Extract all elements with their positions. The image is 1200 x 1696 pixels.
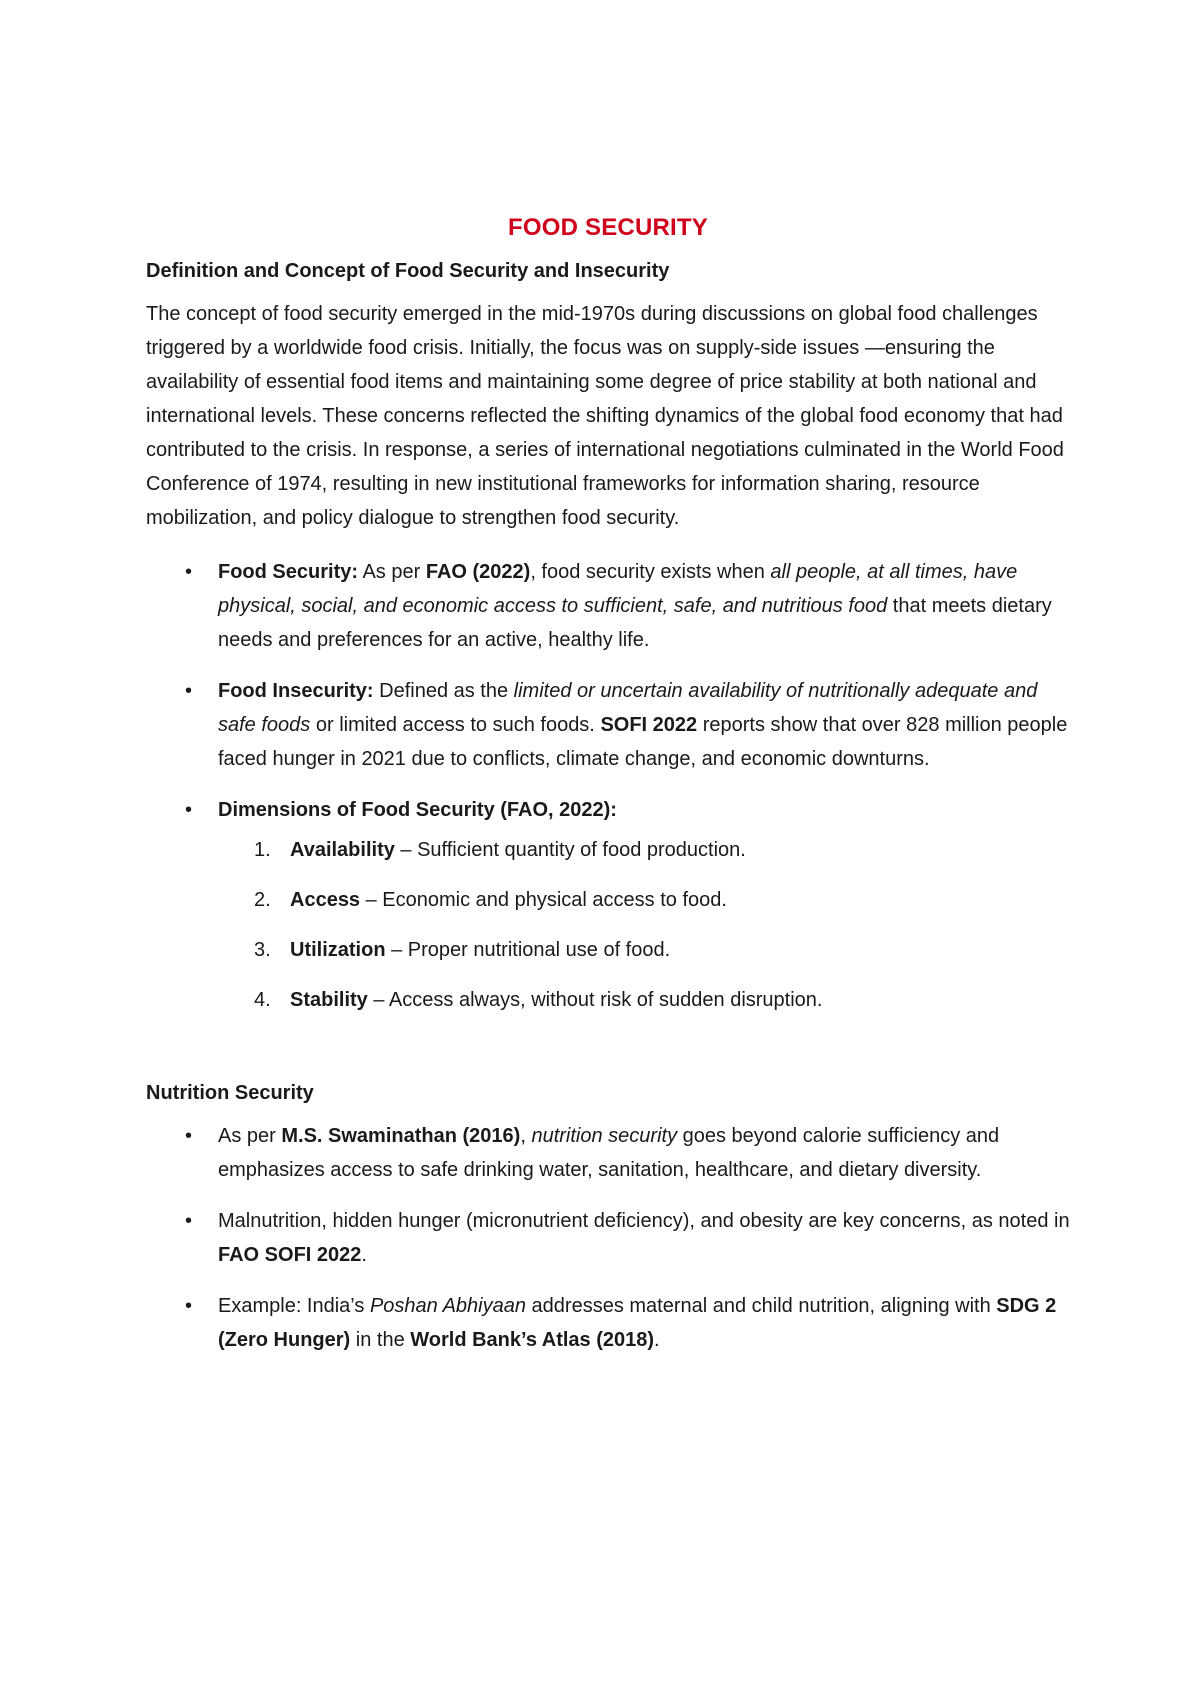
section-heading-nutrition: Nutrition Security: [146, 1082, 314, 1104]
text-run: reports show that over 828 million people faced hunger in 2021 due to conflicts, climate change, and economic downturns.: [218, 714, 1068, 770]
list-item: [185, 1289, 1070, 1357]
dimension-desc: – Proper nutritional use of food.: [385, 939, 671, 961]
dimension-term: Utilization: [290, 939, 386, 961]
item-number: 3.: [254, 939, 271, 961]
bullet-icon: •: [185, 1210, 193, 1232]
text-run: addresses maternal and child nutrition, aligning with: [525, 1295, 997, 1317]
program-italic: Poshan Abhiyaan: [369, 1295, 526, 1317]
list-item: [185, 1119, 1070, 1187]
text-run: .: [361, 1244, 367, 1266]
definition-italic: limited or uncertain availability of nutritionally adequate and safe foods: [218, 680, 1038, 736]
text-run: , food security exists when: [530, 561, 771, 583]
list-item: [185, 793, 1070, 1017]
spacer: [146, 1034, 1070, 1082]
text-run: Example: India’s: [218, 1295, 370, 1317]
text-run: goes beyond calorie sufficiency and emphasizes access to safe drinking water, sanitation, healthcare, and dietary diversity.: [218, 1125, 1000, 1181]
dimension-desc: – Sufficient quantity of food production.: [394, 839, 746, 861]
bullet-icon: •: [185, 1295, 193, 1317]
document-title: FOOD SECURITY: [508, 214, 708, 241]
bullet-icon: •: [185, 799, 193, 821]
citation: SOFI 2022: [600, 714, 698, 736]
dimensions-list: [218, 827, 1070, 1017]
text-run: or limited access to such foods.: [310, 714, 601, 736]
dimension-term: Stability: [290, 989, 368, 1011]
citation: World Bank’s Atlas (2018): [410, 1329, 655, 1351]
section-heading-definition: Definition and Concept of Food Security and Insecurity: [146, 260, 670, 282]
citation: SDG 2 (Zero Hunger): [218, 1295, 1057, 1351]
citation: FAO SOFI 2022: [218, 1244, 362, 1266]
citation: FAO (2022): [425, 561, 531, 583]
bullet-label: Dimensions of Food Security (FAO, 2022):: [218, 799, 617, 821]
intro-paragraph: The concept of food security emerged in the mid-1970s during discussions on global food challenges triggered by a worldwide food crisis. Initially, the focus was on supply-side issues —ensuring the availability of essential food items and maintaining some degree of price stability at both national and international levels. These concerns reflected the shifting dynamics of the global food economy that had contributed to the crisis. In response, a series of international negotiations culminated in the World Food Conference of 1974, resulting in new institutional frameworks for information sharing, resource mobilization, and policy dialogue to strengthen food security.: [146, 303, 1064, 529]
bullet-label: Food Insecurity:: [218, 680, 374, 702]
dimension-item: [254, 883, 1070, 917]
item-number: 4.: [254, 989, 271, 1011]
text-run: As per: [218, 1125, 282, 1147]
text-run: .: [654, 1329, 660, 1351]
dimension-term: Access: [290, 889, 361, 911]
term-italic: nutrition security: [531, 1125, 678, 1147]
text-run: ,: [520, 1125, 532, 1147]
item-number: 1.: [254, 839, 271, 861]
item-number: 2.: [254, 889, 271, 911]
text-run: As per: [358, 561, 426, 583]
dimension-term: Availability: [290, 839, 395, 861]
dimension-desc: – Access always, without risk of sudden disruption.: [367, 989, 823, 1011]
list-item: [185, 674, 1070, 776]
dimension-desc: – Economic and physical access to food.: [360, 889, 727, 911]
text-run: Malnutrition, hidden hunger (micronutrient deficiency), and obesity are key concerns, as noted in: [218, 1210, 1070, 1232]
citation: M.S. Swaminathan (2016): [281, 1125, 521, 1147]
bullet-label: Food Security:: [218, 561, 359, 583]
list-item: [185, 555, 1070, 657]
text-run: in the: [350, 1329, 411, 1351]
dimension-item: [254, 983, 1070, 1017]
bullet-icon: •: [185, 561, 193, 583]
text-run: that meets dietary needs and preferences for an active, healthy life.: [218, 595, 1052, 651]
dimension-item: [254, 833, 1070, 867]
definition-bullet-list: [146, 555, 1070, 1017]
nutrition-bullet-list: [146, 1119, 1070, 1357]
dimension-item: [254, 933, 1070, 967]
bullet-icon: •: [185, 1125, 193, 1147]
list-item: [185, 1204, 1070, 1272]
text-run: Defined as the: [373, 680, 514, 702]
definition-italic: all people, at all times, have physical, social, and economic access to sufficient, safe, and nutritious food: [218, 561, 1018, 617]
bullet-icon: •: [185, 680, 193, 702]
